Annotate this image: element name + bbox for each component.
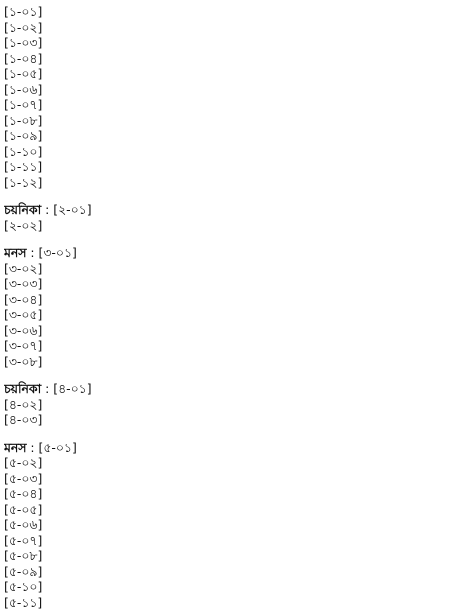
line-text: [৫-০৭] (4, 533, 42, 548)
line-text: [৫-০৪] (4, 486, 42, 501)
text-line (4, 455, 453, 471)
line-text: [২-০১] (53, 202, 91, 217)
line-text: [২-০২] (4, 218, 42, 233)
text-line (4, 579, 453, 595)
line-text: [১-০৮] (4, 113, 42, 128)
text-line (4, 113, 453, 129)
line-text: [৩-০১] (39, 245, 77, 260)
line-text: [১-০৭] (4, 97, 42, 112)
line-text: [১-০৯] (4, 128, 42, 143)
line-text: [৫-০১] (39, 440, 77, 455)
line-text: [৫-০৩] (4, 471, 42, 486)
text-line (4, 144, 453, 160)
text-line (4, 4, 453, 20)
line-text: [৩-০৬] (4, 323, 42, 338)
text-line (4, 564, 453, 580)
text-line (4, 20, 453, 36)
line-text: [৪-০২] (4, 397, 42, 412)
text-line (4, 548, 453, 564)
text-line (4, 595, 453, 610)
speaker-label: মনস (4, 440, 26, 455)
text-line (4, 175, 453, 191)
text-line (4, 338, 453, 354)
text-line (4, 397, 453, 413)
text-line (4, 66, 453, 82)
paragraph-p3 (4, 245, 453, 369)
text-line (4, 82, 453, 98)
text-line (4, 128, 453, 144)
line-text: [৩-০৮] (4, 354, 42, 369)
paragraph-p1 (4, 4, 453, 190)
paragraph-p5 (4, 440, 453, 610)
line-text: [৩-০২] (4, 261, 42, 276)
line-text: [১-০৩] (4, 35, 42, 50)
text-line (4, 354, 453, 370)
line-text: [৫-০৫] (4, 502, 42, 517)
text-line (4, 292, 453, 308)
text-line (4, 517, 453, 533)
line-text: [৫-১০] (4, 579, 42, 594)
text-line (4, 533, 453, 549)
line-text: [১-০৪] (4, 51, 42, 66)
speaker-label: চয়নিকা (4, 381, 41, 396)
line-text: [৫-০৯] (4, 564, 42, 579)
text-line (4, 35, 453, 51)
text-line: মনস : [৩-০১] (4, 245, 453, 261)
text-line (4, 323, 453, 339)
paragraph-p2 (4, 202, 453, 233)
line-text: [১-০৫] (4, 66, 42, 81)
document-body (4, 4, 453, 610)
text-line (4, 471, 453, 487)
text-line (4, 97, 453, 113)
text-line (4, 261, 453, 277)
text-line (4, 502, 453, 518)
line-text: [১-০২] (4, 20, 42, 35)
line-text: [৫-০২] (4, 455, 42, 470)
line-text: [১-০১] (4, 4, 42, 19)
line-text: [৩-০৫] (4, 307, 42, 322)
line-text: [১-১১] (4, 159, 42, 174)
text-line (4, 51, 453, 67)
text-line (4, 218, 453, 234)
line-text: [১-১২] (4, 175, 42, 190)
speaker-label: চয়নিকা (4, 202, 41, 217)
line-text: [৩-০৩] (4, 276, 42, 291)
text-line (4, 412, 453, 428)
line-text: [৫-১১] (4, 595, 42, 610)
text-line (4, 307, 453, 323)
line-text: [৫-০৮] (4, 548, 42, 563)
speaker-label: মনস (4, 245, 26, 260)
text-line (4, 486, 453, 502)
line-text: [৩-০৪] (4, 292, 42, 307)
text-line (4, 276, 453, 292)
line-text: [৫-০৬] (4, 517, 42, 532)
text-line: মনস : [৫-০১] (4, 440, 453, 456)
paragraph-p4 (4, 381, 453, 428)
line-text: [১-১০] (4, 144, 42, 159)
line-text: [৪-০৩] (4, 412, 42, 427)
line-text: [৩-০৭] (4, 338, 42, 353)
text-line (4, 159, 453, 175)
text-line: চয়নিকা : [২-০১] (4, 202, 453, 218)
line-text: [৪-০১] (53, 381, 91, 396)
text-line: চয়নিকা : [৪-০১] (4, 381, 453, 397)
line-text: [১-০৬] (4, 82, 42, 97)
